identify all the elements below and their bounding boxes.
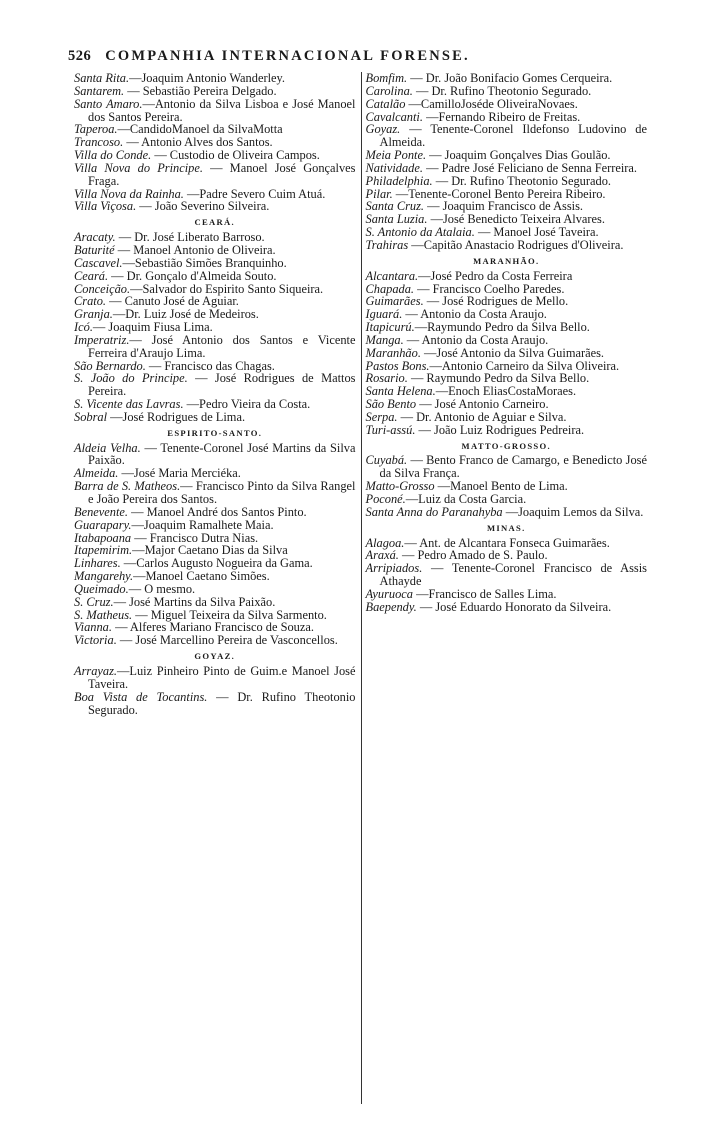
- place-name: Itabapoana: [74, 530, 132, 545]
- lawyer-names: — José Antonio Carneiro.: [416, 397, 549, 412]
- section-heading: ESPIRITO-SANTO.: [167, 427, 263, 438]
- place-name: Aldeia Velha.: [74, 440, 141, 455]
- lawyer-names: — José Marcellino Pereira de Vasconcellos.: [116, 633, 338, 648]
- lawyer-names: — Dr. Gonçalo d'Almeida Souto.: [108, 268, 277, 283]
- page-number: 526: [68, 48, 92, 64]
- place-name: S. Antonio da Atalaia.: [365, 225, 475, 240]
- right-column: [360, 72, 648, 716]
- place-name: Pilar.: [365, 186, 393, 201]
- lawyer-names: —Antonio da Silva Lisboa e José Manoel dos Santos Pereira.: [88, 96, 356, 124]
- lawyer-names: —Dr. Luiz José de Medeiros.: [112, 307, 259, 322]
- place-name: Goyaz.: [365, 122, 401, 137]
- place-name: Catalão: [365, 96, 406, 111]
- place-name: Villa Nova do Principe.: [74, 160, 203, 175]
- lawyer-names: —Major Caetano Dias da Silva: [132, 543, 288, 558]
- place-name: Trancoso.: [74, 135, 124, 150]
- directory-entry: [74, 162, 356, 188]
- place-name: Poconé.: [365, 492, 406, 506]
- lawyer-names: — Custodio de Oliveira Campos.: [151, 148, 320, 163]
- lawyer-names: — Dr. Rufino Theotonio Segurado.: [412, 83, 592, 98]
- place-name: Matto-Grosso: [365, 479, 435, 494]
- lawyer-names: —Fernando Ribeiro de Freitas.: [422, 109, 581, 124]
- place-name: S. Matheus.: [74, 607, 133, 622]
- place-name: Boa Vista de Tocantins.: [74, 689, 208, 704]
- lawyer-names: —Raymundo Pedro da Silva Bello.: [414, 320, 590, 335]
- place-name: Aracaty.: [74, 230, 116, 245]
- place-name: Ceará.: [74, 268, 109, 283]
- place-name: Villa do Conde.: [74, 148, 152, 163]
- directory-entry: [366, 239, 648, 252]
- place-name: Santa Cruz.: [365, 199, 425, 214]
- section-heading: MINAS.: [486, 522, 526, 533]
- section-heading: MARANHÃO.: [473, 255, 540, 266]
- place-name: Baependy.: [365, 599, 417, 614]
- lawyer-names: —Manoel Bento de Lima.: [434, 479, 568, 494]
- lawyer-names: —Capitão Anastacio Rodrigues d'Oliveira.: [408, 237, 624, 252]
- lawyer-names: —Padre Severo Cuim Atuá.: [183, 186, 326, 201]
- place-name: Benevente.: [74, 504, 128, 519]
- place-name: Iguará.: [365, 307, 403, 322]
- place-name: Villa Nova da Rainha.: [74, 186, 184, 201]
- lawyer-names: — Manoel José Gonçalves Fraga.: [88, 160, 356, 188]
- page-header: [68, 48, 647, 72]
- place-name: Guimarães.: [365, 294, 424, 309]
- lawyer-names: —Joaquim Ramalhete Maia.: [131, 517, 274, 532]
- lawyer-names: — Bento Franco de Camargo, e Benedicto José da Silva França.: [379, 453, 647, 481]
- lawyer-names: — José Rodrigues de Mello.: [423, 294, 569, 309]
- directory-entry: [366, 601, 648, 614]
- lawyer-names: —Antonio Carneiro da Silva Oliveira.: [429, 358, 620, 373]
- lawyer-names: —CandidoManoel da SilvaMotta: [117, 122, 283, 137]
- lawyer-names: — Raymundo Pedro da Silva Bello.: [407, 371, 590, 386]
- place-name: Santo Amaro.: [74, 96, 143, 111]
- place-name: Crato.: [74, 294, 107, 309]
- lawyer-names: —José Antonio da Silva Guimarães.: [420, 345, 605, 360]
- lawyer-names: — Tenente-Coronel Ildefonso Ludovino de Almeida.: [379, 122, 647, 150]
- directory-entry: [366, 562, 648, 588]
- place-name: São Bento: [365, 397, 417, 412]
- lawyer-names: —José Maria Merciéka.: [118, 466, 241, 481]
- place-name: Itapicurú.: [365, 320, 415, 335]
- lawyer-names: — Manoel Antonio de Oliveira.: [114, 242, 276, 257]
- section-heading: CEARÁ.: [194, 217, 235, 228]
- lawyer-names: —Carlos Augusto Nogueira da Gama.: [120, 556, 313, 571]
- two-column-body: [74, 72, 647, 716]
- lawyer-names: — José Eduardo Honorato da Silveira.: [416, 599, 612, 614]
- place-name: Cavalcanti.: [365, 109, 423, 124]
- section-heading: GOYAZ.: [194, 651, 236, 662]
- place-name: Araxá.: [365, 548, 399, 563]
- lawyer-names: —Sebastião Simões Branquinho.: [122, 255, 287, 270]
- lawyer-names: — Antonio da Costa Araujo.: [403, 332, 549, 347]
- lawyer-names: —José Rodrigues de Lima.: [107, 409, 246, 424]
- place-name: Ayuruoca: [365, 586, 413, 601]
- place-name: Santa Rita.: [74, 71, 130, 85]
- directory-entry: [366, 454, 648, 480]
- lawyer-names: — Manoel José Taveira.: [474, 225, 599, 240]
- place-name: Guarapary.: [74, 517, 132, 532]
- running-title: COMPANHIA INTERNACIONAL FORENSE.: [105, 48, 470, 64]
- lawyer-names: — Alferes Mariano Francisco de Souza.: [111, 620, 314, 635]
- lawyer-names: —Tenente-Coronel Bento Pereira Ribeiro.: [392, 186, 606, 201]
- lawyer-names: — Francisco Coelho Paredes.: [414, 281, 565, 296]
- lawyer-names: — Miguel Teixeira da Silva Sarmento.: [132, 607, 327, 622]
- lawyer-names: — José Martins da Silva Paixão.: [113, 594, 276, 609]
- lawyer-names: — Joaquim Fiusa Lima.: [92, 320, 213, 335]
- place-name: Icó.: [74, 320, 93, 335]
- place-name: Santarem.: [74, 83, 125, 98]
- lawyer-names: —CamilloJoséde OliveiraNovaes.: [405, 96, 578, 111]
- lawyer-names: — Dr. Rufino Theotonio Segurado.: [432, 173, 611, 188]
- lawyer-names: —Pedro Vieira da Costa.: [183, 397, 311, 412]
- lawyer-names: — O mesmo.: [128, 581, 196, 596]
- place-name: Alcantara.: [365, 268, 419, 283]
- lawyer-names: —Joaquim Lemos da Silva.: [502, 504, 644, 519]
- lawyer-names: — Pedro Amado de S. Paulo.: [398, 548, 548, 563]
- lawyer-names: — Antonio Alves dos Santos.: [123, 135, 273, 150]
- book-page: [68, 48, 647, 717]
- column-divider: [361, 72, 362, 1104]
- lawyer-names: —José Pedro da Costa Ferreira: [418, 268, 573, 283]
- place-name: Barra de S. Matheos.: [74, 479, 181, 494]
- lawyer-names: — Sebastião Pereira Delgado.: [124, 83, 277, 98]
- lawyer-names: — José Rodrigues de Mattos Pereira.: [88, 371, 356, 399]
- place-name: Santa Helena.: [365, 384, 436, 399]
- directory-entry: [74, 334, 356, 360]
- place-name: São Bernardo.: [74, 358, 146, 373]
- place-name: Philadelphia.: [365, 173, 433, 188]
- place-name: Victoria.: [74, 633, 117, 648]
- place-name: Serpa.: [365, 409, 398, 424]
- lawyer-names: — Francisco Pinto da Silva Rangel e João Pereira dos Santos.: [88, 479, 356, 506]
- place-name: Alagoa.: [365, 535, 405, 550]
- directory-entry: [366, 123, 648, 149]
- directory-entry: [74, 411, 356, 424]
- lawyer-names: —Francisco de Salles Lima.: [413, 586, 557, 601]
- lawyer-names: — José Antonio dos Santos e Vicente Ferreira d'Araujo Lima.: [88, 332, 356, 360]
- lawyer-names: —Salvador do Espirito Santo Siqueira.: [130, 281, 324, 296]
- lawyer-names: — Francisco das Chagas.: [145, 358, 275, 373]
- lawyer-names: —Joaquim Antonio Wanderley.: [129, 71, 286, 85]
- place-name: Rosario.: [365, 371, 408, 386]
- directory-entry: [366, 424, 648, 437]
- directory-entry: [74, 665, 356, 691]
- lawyer-names: —Enoch EliasCostaMoraes.: [435, 384, 577, 399]
- place-name: Villa Viçosa.: [74, 199, 137, 214]
- directory-entry: [74, 442, 356, 468]
- directory-entry: [74, 98, 356, 124]
- place-name: Conceição.: [74, 281, 131, 296]
- lawyer-names: —Luiz Pinheiro Pinto de Guim.e Manoel José Taveira.: [88, 663, 356, 691]
- place-name: Carolina.: [365, 83, 413, 98]
- place-name: Arrayaz.: [74, 663, 118, 678]
- place-name: Natividade.: [365, 160, 423, 175]
- place-name: Baturité: [74, 242, 115, 257]
- place-name: Imperatriz.: [74, 332, 130, 347]
- place-name: Queimado.: [74, 581, 129, 596]
- lawyer-names: — Manoel André dos Santos Pinto.: [128, 504, 307, 519]
- place-name: Manga.: [365, 332, 404, 347]
- section-heading: MATTO-GROSSO.: [461, 440, 551, 451]
- lawyer-names: — Canuto José de Aguiar.: [106, 294, 239, 309]
- lawyer-names: — João Luiz Rodrigues Pedreira.: [415, 422, 585, 437]
- place-name: Chapada.: [365, 281, 415, 296]
- place-name: Granja.: [74, 307, 113, 322]
- place-name: Maranhão.: [365, 345, 421, 360]
- place-name: S. Vicente das Lavras.: [74, 397, 184, 412]
- place-name: Taperoa.: [74, 122, 118, 137]
- place-name: Bomfim.: [365, 71, 408, 85]
- place-name: Cuyabá.: [365, 453, 408, 468]
- directory-entry: [74, 634, 356, 647]
- directory-entry: [74, 691, 356, 717]
- lawyer-names: — Dr. João Bonifacio Gomes Cerqueira.: [407, 71, 613, 85]
- left-column: [74, 72, 360, 716]
- place-name: Mangarehy.: [74, 569, 134, 584]
- directory-entry: [74, 200, 356, 213]
- directory-entry: [74, 372, 356, 398]
- lawyer-names: —Luiz da Costa Garcia.: [405, 492, 527, 506]
- place-name: Meia Ponte.: [365, 148, 427, 163]
- place-name: S. Cruz.: [74, 594, 114, 609]
- place-name: Itapemirim.: [74, 543, 133, 558]
- directory-entry: [74, 480, 356, 506]
- lawyer-names: — Dr. José Liberato Barroso.: [115, 230, 265, 245]
- lawyer-names: — Dr. Rufino Theotonio Segurado.: [88, 689, 356, 717]
- place-name: Turi-assú.: [365, 422, 416, 437]
- place-name: Vianna.: [74, 620, 112, 635]
- place-name: Santa Anna do Paranahyba: [365, 504, 503, 519]
- lawyer-names: — João Severino Silveira.: [136, 199, 270, 214]
- lawyer-names: —José Benedicto Teixeira Alvares.: [427, 212, 605, 227]
- place-name: Linhares.: [74, 556, 121, 571]
- place-name: S. João do Principe.: [74, 371, 188, 386]
- place-name: Cascavel.: [74, 255, 123, 270]
- lawyer-names: — Tenente-Coronel Francisco de Assis Athayde: [379, 561, 647, 589]
- lawyer-names: — Tenente-Coronel José Martins da Silva Paixão.: [88, 440, 356, 468]
- lawyer-names: — Joaquim Gonçalves Dias Goulão.: [426, 148, 611, 163]
- lawyer-names: — Ant. de Alcantara Fonseca Guimarães.: [404, 535, 610, 550]
- place-name: Trahiras: [365, 237, 409, 252]
- lawyer-names: — Padre José Feliciano de Senna Ferreira.: [422, 160, 638, 175]
- place-name: Sobral: [74, 409, 108, 424]
- place-name: Almeida.: [74, 466, 119, 481]
- lawyer-names: — Antonio da Costa Araujo.: [402, 307, 547, 322]
- directory-entry: [366, 506, 648, 519]
- lawyer-names: —Manoel Caetano Simões.: [133, 569, 270, 584]
- lawyer-names: — Dr. Antonio de Aguiar e Silva.: [397, 409, 567, 424]
- lawyer-names: — Francisco Dutra Nias.: [131, 530, 259, 545]
- place-name: Santa Luzia.: [365, 212, 428, 227]
- place-name: Pastos Bons.: [365, 358, 430, 373]
- place-name: Arripiados.: [365, 561, 423, 576]
- lawyer-names: — Joaquim Francisco de Assis.: [424, 199, 584, 214]
